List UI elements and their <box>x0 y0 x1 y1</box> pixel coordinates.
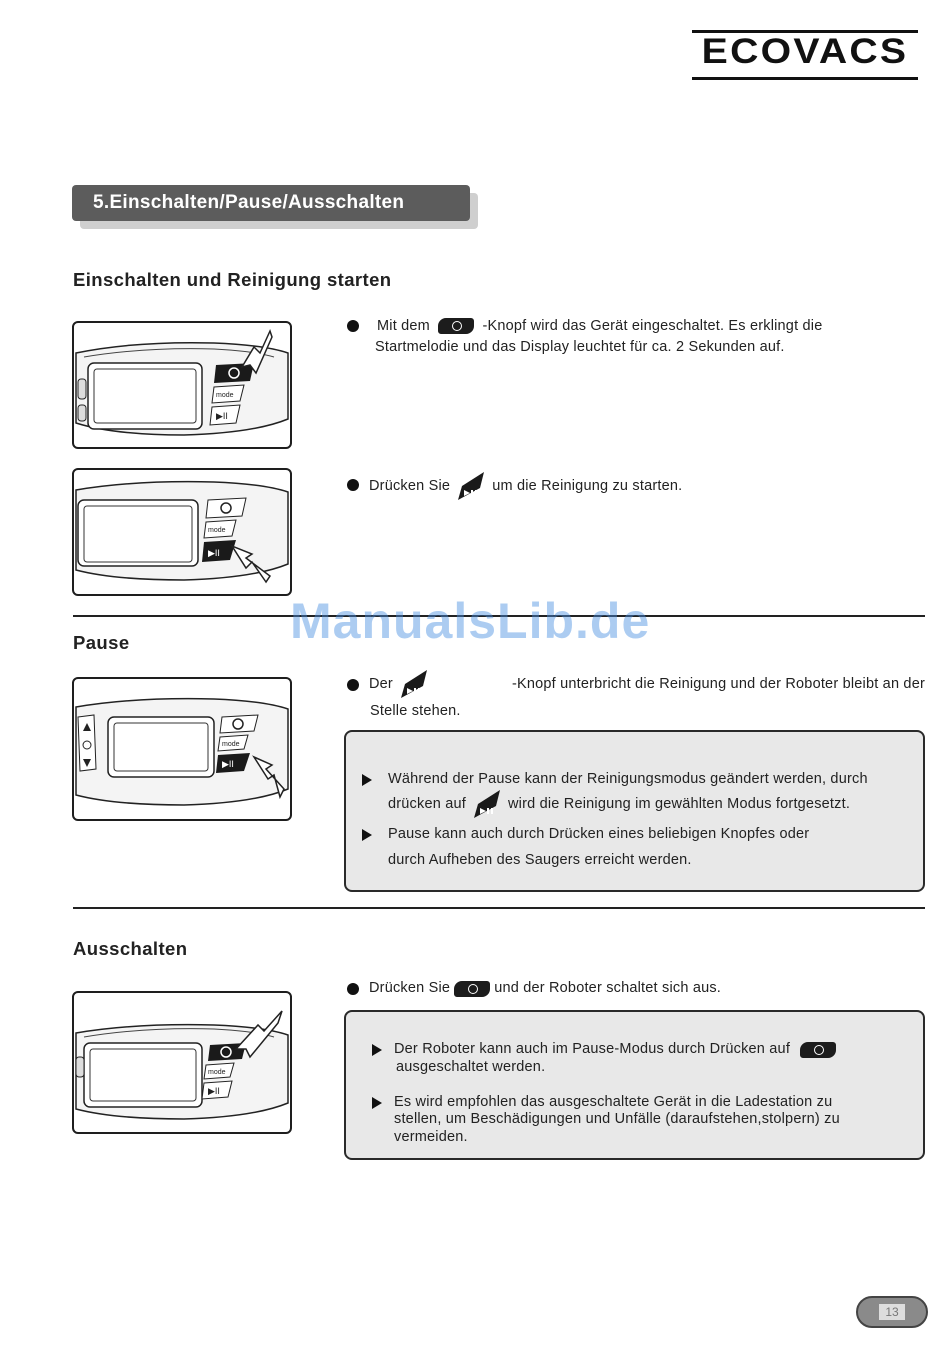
step-text: um die Reinigung zu starten. <box>492 477 683 494</box>
logo-text: ECOVACS <box>701 32 909 71</box>
illustration-power-on <box>72 321 292 449</box>
remote-power-off-illustration <box>74 993 290 1132</box>
remote-pause-illustration <box>74 679 290 819</box>
mode-label: mode <box>208 527 226 534</box>
step-start-cleaning <box>369 468 682 504</box>
page-number-badge <box>856 1296 928 1328</box>
play-label: ▶II <box>208 548 220 558</box>
off-note2-line3: vermeiden. <box>394 1129 468 1145</box>
watermark: ManualsLib.de <box>290 593 651 649</box>
pause-note1-line2 <box>388 786 850 822</box>
power-key-icon <box>454 981 490 997</box>
remote-play-illustration <box>74 470 290 594</box>
play-label: ▶II <box>222 759 234 769</box>
bullet <box>347 320 359 332</box>
play-label: ▶II <box>216 411 228 421</box>
mode-label: mode <box>208 1069 226 1076</box>
bullet <box>347 983 359 995</box>
triangle-bullet-icon <box>372 1044 382 1056</box>
step-text: -Knopf unterbricht die Reinigung und der Roboter bleibt an der <box>511 675 925 692</box>
triangle-bullet-icon <box>362 829 372 841</box>
play-pause-key-icon <box>397 668 431 700</box>
page-number: 13 <box>879 1304 905 1320</box>
off-note2-line2: stellen, um Beschädigungen und Unfälle (daraufstehen,stolpern) zu <box>394 1111 840 1127</box>
off-note2-line1: Es wird empfohlen das ausgeschaltete Gerät in die Ladestation zu <box>394 1094 833 1110</box>
step-text: Drücken Sie <box>369 980 451 996</box>
pause-note1-line1: Während der Pause kann der Reinigungsmodus geändert werden, durch <box>388 771 868 787</box>
step-pause-line2: Stelle stehen. <box>370 703 461 719</box>
play-pause-key-icon <box>470 788 504 820</box>
step-text: Der <box>369 675 393 692</box>
note-text: drücken auf <box>388 795 466 812</box>
pause-note2-line1: Pause kann auch durch Drücken eines beliebigen Knopfes oder <box>388 826 810 842</box>
power-key-icon <box>438 318 474 334</box>
triangle-bullet-icon <box>362 774 372 786</box>
step-text: und der Roboter schaltet sich aus. <box>494 980 722 996</box>
play-label: ▶II <box>208 1086 220 1096</box>
divider <box>73 907 925 909</box>
section-title: 5.Einschalten/Pause/Ausschalten <box>72 185 470 221</box>
step-text: Drücken Sie <box>369 477 451 494</box>
note-text: wird die Reinigung im gewählten Modus fortgesetzt. <box>507 795 851 812</box>
pause-note2-line2: durch Aufheben des Saugers erreicht werden. <box>388 852 692 868</box>
note-text: Der Roboter kann auch im Pause-Modus durch Drücken auf <box>394 1041 791 1057</box>
heading-off: Ausschalten <box>73 938 188 959</box>
ecovacs-logo <box>692 30 918 80</box>
step-text: Mit dem <box>377 318 430 334</box>
heading-start: Einschalten und Reinigung starten <box>73 269 392 290</box>
step-text: -Knopf wird das Gerät eingeschaltet. Es erklingt die <box>482 318 823 334</box>
step-pause <box>369 666 925 702</box>
heading-pause: Pause <box>73 632 130 653</box>
bullet <box>347 679 359 691</box>
triangle-bullet-icon <box>372 1097 382 1109</box>
off-note1-line2: ausgeschaltet werden. <box>396 1059 546 1075</box>
remote-power-illustration <box>74 323 290 447</box>
illustration-power-off <box>72 991 292 1134</box>
step-pause-start <box>369 668 435 700</box>
step-power-on <box>377 316 925 337</box>
bullet <box>347 479 359 491</box>
step-power-on-line2: Startmelodie und das Display leuchtet für ca. 2 Sekunden auf. <box>375 339 785 355</box>
power-key-icon <box>800 1042 836 1058</box>
play-pause-key-icon <box>454 470 488 502</box>
mode-label: mode <box>216 392 234 399</box>
illustration-pause <box>72 677 292 821</box>
mode-label: mode <box>222 741 240 748</box>
illustration-start-cleaning <box>72 468 292 596</box>
step-power-off <box>369 978 721 999</box>
